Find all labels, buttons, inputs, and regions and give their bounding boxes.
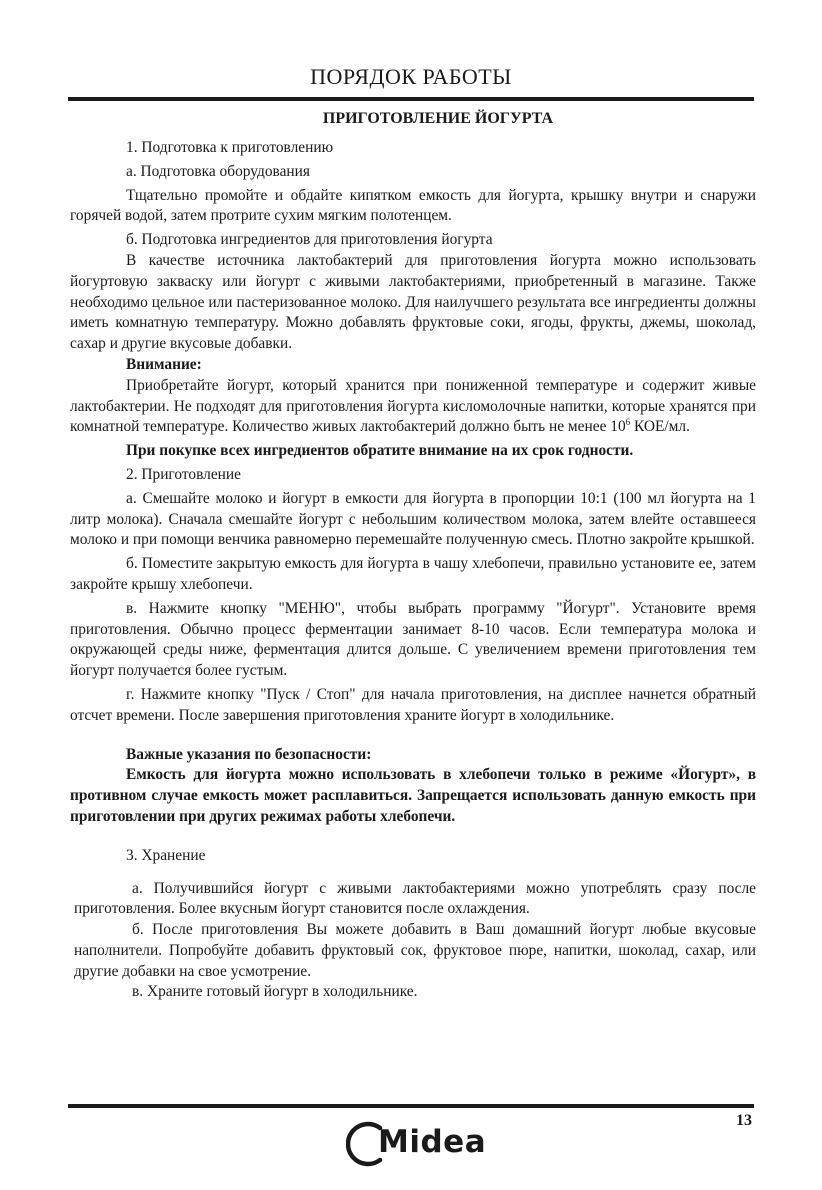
step-2d: г. Нажмите кнопку "Пуск / Стоп" для начала приготовления, на дисплее начнется обратный отсчет времени. После завершения приготовления храните йогурт в холодильнике. bbox=[70, 685, 756, 724]
step-2c: в. Нажмите кнопку "МЕНЮ", чтобы выбрать программу "Йогурт". Установите время приготовления. Обычно процесс ферментации занимает 8-10 часов. Если температура молока и окружающей среды ниже, ферментация длится дольше. С увеличением времени приготовления тем йогурт получается более густым. bbox=[70, 599, 756, 680]
page-number: 13 bbox=[736, 1112, 752, 1129]
step-3c: в. Храните готовый йогурт в холодильнике. bbox=[132, 983, 418, 1001]
step-3a: а. Получившийся йогурт с живыми лактобактериями можно употреблять сразу после приготовления. Более вкусным йогурт становится после охлаждения. bbox=[74, 879, 756, 918]
step-3-heading: 3. Хранение bbox=[126, 846, 206, 864]
step-1a-heading: а. Подготовка оборудования bbox=[126, 162, 310, 180]
safety-heading: Важные указания по безопасности: bbox=[126, 745, 372, 763]
paragraph-attention bbox=[70, 376, 756, 438]
step-1-heading: 1. Подготовка к приготовлению bbox=[126, 139, 334, 156]
step-3b: б. После приготовления Вы можете добавить в Ваш домашний йогурт любые вкусовые наполнители. Попробуйте добавить фруктовый сок, фруктовое пюре, напитки, шоколад, сахар, или другие добавки на свое усмотрение. bbox=[74, 921, 756, 980]
step-2-heading: 2. Приготовление bbox=[126, 465, 241, 483]
header-rule bbox=[68, 97, 754, 101]
step-2a: а. Смешайте молоко и йогурт в емкости для йогурта в пропорции 10:1 (100 мл йогурта на 1 литр молока). Сначала смешайте йогурт с небольшим количеством молока, затем влейте оставшееся молоко и при помощи венчика равномерно перемешайте полученную смесь. Плотно закройте крышкой. bbox=[70, 489, 756, 549]
attention-text: Приобретайте йогурт, который хранится при пониженной температуре и содержит живые лактобактерии. Не подходят для приготовления йогурта кисломолочные напитки, которые хранятся при комнатной температуре. Количество живых лактобактерий должно быть не менее 10 bbox=[70, 376, 756, 436]
page-title: ПОРЯДОК РАБОТЫ bbox=[310, 64, 512, 89]
document-body bbox=[70, 138, 756, 1003]
footer-rule bbox=[68, 1104, 754, 1108]
attention-unit: КОЕ/мл. bbox=[630, 418, 690, 436]
paragraph-shelf-life-note: При покупке всех ингредиентов обратите внимание на их срок годности. bbox=[126, 442, 634, 460]
brand-logo-text: Midea bbox=[378, 1124, 487, 1160]
step-2b: б. Поместите закрытую емкость для йогурта в чашу хлебопечи, правильно установите ее, затем закройте крышу хлебопечи. bbox=[70, 555, 756, 593]
section-title: ПРИГОТОВЛЕНИЕ ЙОГУРТА bbox=[322, 110, 554, 127]
step-1b-heading: б. Подготовка ингредиентов для приготовления йогурта bbox=[126, 231, 493, 249]
safety-warning: Емкость для йогурта можно использовать в хлебопечи только в режиме «Йогурт», в противном случае емкость может расплавиться. Запрещается использовать данную емкость при приготовлении при других режимах работы хлебопечи. bbox=[70, 766, 756, 825]
attention-label: Внимание: bbox=[126, 355, 202, 373]
storage-section bbox=[70, 879, 756, 1004]
paragraph-ingredients: В качестве источника лактобактерий для приготовления йогурта можно использовать йогуртовую закваску или йогурт с живыми лактобактериями, приобретенный в магазине. Также необходимо цельное или пастеризованное молоко. Для наилучшего результата все ингредиенты должны иметь комнатную температуру. Можно добавлять фруктовые соки, ягоды, фрукты, джемы, шоколад, сахар и другие вкусовые добавки. bbox=[70, 251, 756, 353]
exponent: 6 bbox=[625, 417, 631, 428]
paragraph-equipment: Тщательно промойте и обдайте кипятком емкость для йогурта, крышку внутри и снаружи горячей водой, затем протрите сухим мягким полотенцем. bbox=[70, 186, 756, 225]
